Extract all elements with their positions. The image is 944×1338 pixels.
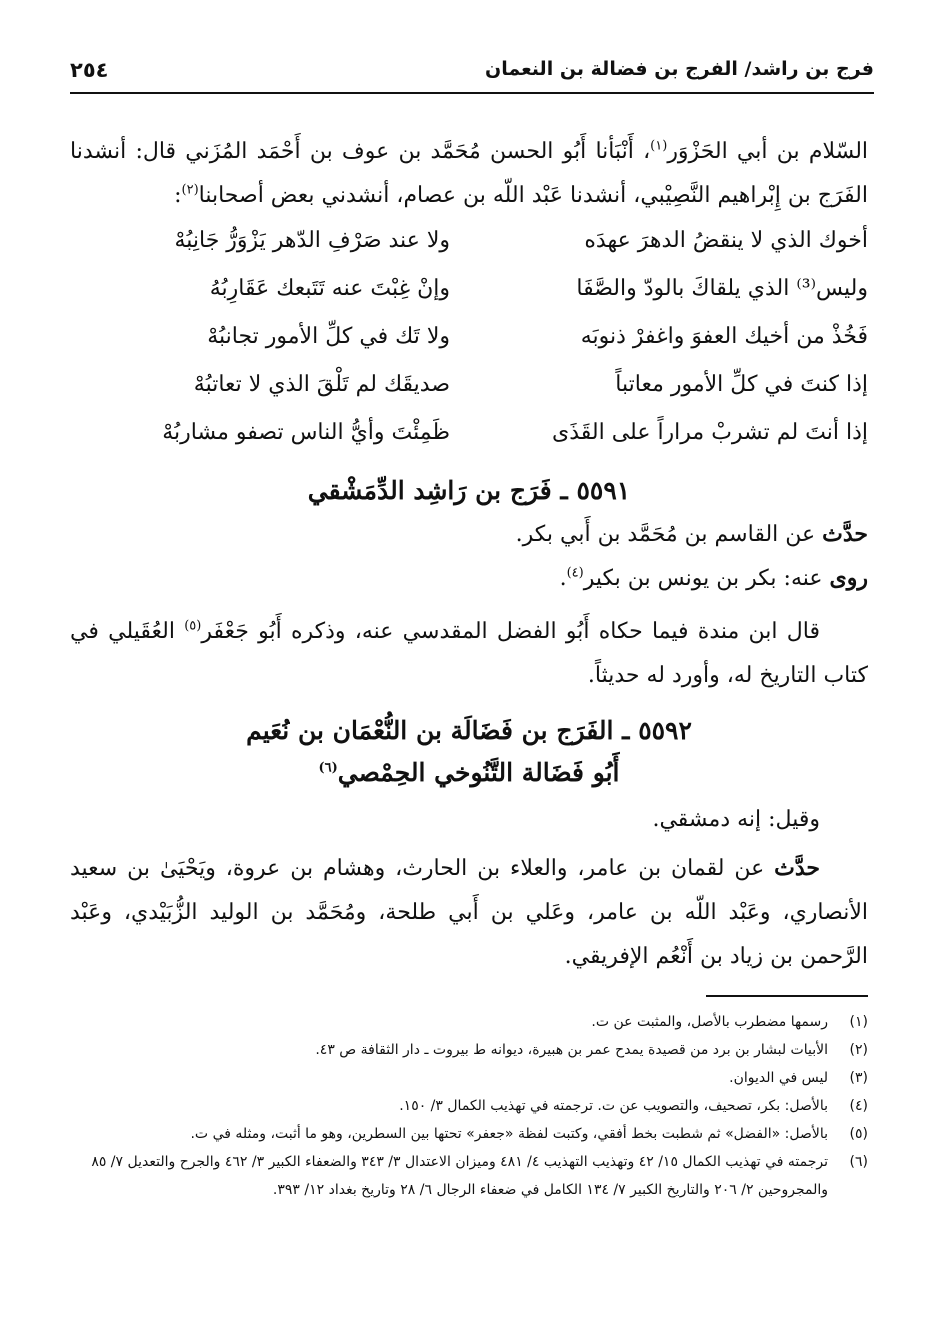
- footnote-text: رسمها مضطرب بالأصل، والمثبت عن ت.: [591, 1014, 828, 1030]
- footnote-rule: [706, 995, 868, 997]
- entry-5592-title-line2: [70, 752, 868, 794]
- entry-5592-title: [70, 710, 868, 794]
- verse-first-hemistich: أخوك الذي لا ينقضُ الدهرَ عهدَه: [584, 228, 868, 253]
- footnote: [70, 1148, 868, 1204]
- footnotes: [70, 1008, 868, 1204]
- footnote-number: (٦): [849, 1154, 868, 1170]
- footnote-ref-4[interactable]: (٤): [566, 565, 584, 581]
- hadath-label: حدَّث: [822, 521, 868, 547]
- entry-5591-note: [70, 610, 868, 698]
- footnote: [70, 1092, 868, 1120]
- rawa-end: .: [559, 566, 567, 591]
- intro-text: السّلام بن أبي الحَزْوَر: [667, 139, 869, 164]
- intro-paragraph: [70, 130, 868, 218]
- verse-second-hemistich: ظَمِئْتَ وأيُّ الناس تصفو مشاربُهْ: [162, 420, 450, 445]
- footnote-text: بالأصل: بكر، تصحيف، والتصويب عن ت. ترجمته في تهذيب الكمال ٣/ ١٥٠.: [399, 1098, 828, 1114]
- running-title: فرج بن راشد/ الفرج بن فضالة بن النعمان: [484, 58, 874, 80]
- rawa-label: روى: [829, 565, 868, 591]
- entry-5592-qil: وقيل: إنه دمشقي.: [652, 807, 820, 832]
- hadath-text: عن القاسم بن مُحَمَّد بن أَبي بكر.: [515, 522, 816, 547]
- header-rule: [70, 92, 874, 94]
- hadath-text: عن لقمان بن عامر، والعلاء بن الحارث، وهشام بن عروة، ويَحْيَىٰ بن سعيد الأنصاري، وعَبْد اللّه بن عامر، وعَلي بن أَبي طلحة، ومُحَمَّد بن الوليد الزُّبَيْدي، وعَبْد الرَّحمن بن زياد بن أَنْعُم الإفريقي.: [70, 856, 868, 969]
- entry-5591-hadath: [70, 512, 868, 557]
- entry-5592-hadath: [70, 846, 868, 979]
- hadath-label: حدَّث: [774, 855, 820, 881]
- footnote-number: (٥): [849, 1126, 868, 1142]
- intro-text-3: :: [174, 183, 182, 208]
- footnote-text: ترجمته في تهذيب الكمال ١٥/ ٤٢ وتهذيب التهذيب ٤/ ٤٨١ وميزان الاعتدال ٣/ ٣٤٣ والضعفاء الكبير ٣/ ٤٦٢ والجرح والتعديل ٧/ ٨٥ والمجروحين ٢/ ٢٠٦ والتاريخ الكبير ٧/ ١٣٤ الكامل في ضعفاء الرجال ٦/ ٢٨ وتاريخ بغداد ١٢/ ٣٩٣.: [91, 1154, 828, 1198]
- verse: [110, 276, 868, 324]
- footnote-ref-5[interactable]: (٥): [184, 618, 202, 634]
- verse-second-hemistich: ولا عند صَرْفِ الدّهر يَزْوَرُّ جَانِبُهْ: [174, 228, 450, 253]
- footnote-number: (٤): [849, 1098, 868, 1114]
- footnote-text: بالأصل: «الفضل» ثم شطبت بخط أفقي، وكتبت لفظة «جعفر» تحتها بين السطرين، وهو ما أثبت، ومثله في ت.: [190, 1126, 828, 1142]
- footnote: [70, 1008, 868, 1036]
- verse-second-hemistich: ولا تَك في كلِّ الأمور تجانبُهْ: [207, 324, 450, 349]
- verse: [110, 420, 868, 468]
- entry-5591-rawa: [70, 556, 868, 601]
- page-number: ٢٥٤: [70, 58, 109, 82]
- verse: [110, 228, 868, 276]
- verse-first-hemistich: إذا أنتَ لم تشربْ مراراً على القَذَى: [552, 420, 868, 445]
- footnote: [70, 1064, 868, 1092]
- footnote-text: ليس في الديوان.: [729, 1070, 828, 1086]
- poem: [110, 228, 868, 468]
- verse-first-hemistich: فَخُذْ من أخيك العفوَ واغفرْ ذنوبَه: [580, 324, 868, 349]
- verse-first-hemistich: إذا كنتَ في كلِّ الأمور معاتباً: [615, 372, 868, 397]
- note-text: قال ابن مندة فيما حكاه أَبُو الفضل المقدسي عنه، وذكره أَبُو جَعْفَر: [201, 619, 820, 644]
- rawa-text: عنه: بكر بن يونس بن بكير: [583, 566, 823, 591]
- footnote-ref-1[interactable]: (١): [650, 138, 668, 154]
- footnote: [70, 1036, 868, 1064]
- footnote-number: (١): [849, 1014, 868, 1030]
- footnote-number: (٣): [849, 1070, 868, 1086]
- entry-5591-title: ٥٥٩١ ـ فَرَج بن رَاشِد الدِّمَشْقي: [307, 476, 631, 505]
- verse-second-hemistich: وإنْ غِبْتَ عنه تَتَبعك عَقَارِبُهُ: [209, 276, 450, 301]
- entry-5592-title-line1: ٥٥٩٢ ـ الفَرَج بن فَضَالَة بن النُّعْمَان بن نُعَيم: [246, 716, 692, 745]
- entry-5592-kunya: أَبُو فَضَالة التَّنُوخي الحِمْصي: [337, 758, 620, 787]
- verse: [110, 372, 868, 420]
- footnote-ref-6[interactable]: (٦): [318, 760, 338, 776]
- footnote-text: الأبيات لبشار بن برد من قصيدة يمدح عمر بن هبيرة، ديوانه ط بيروت ـ دار الثقافة ص ٤٣.: [315, 1042, 828, 1058]
- intro-text-2: ، أَنْبَأنا أَبُو الحسن مُحَمَّد بن عوف بن أَحْمَد المُزَني قال: أنشدنا الفَرَج بن إِبْراهيم النَّصِيْبي، أنشدنا عَبْد اللّه بن عصام، أنشدني بعض أصحابنا: [70, 139, 868, 208]
- footnote-number: (٢): [849, 1042, 868, 1058]
- page-header: [70, 58, 874, 98]
- footnote: [70, 1120, 868, 1148]
- note-text-2: العُقَيلي في كتاب التاريخ له، وأورد له حديثاً.: [70, 619, 868, 688]
- verse-second-hemistich: صديقَك لم تَلْقَ الذي لا تعاتبُهْ: [193, 372, 450, 397]
- verse: [110, 324, 868, 372]
- verse-first-hemistich: وليس⁽³⁾ الذي يلقاكَ بالودّ والصَّفَا: [576, 276, 868, 301]
- footnote-ref-2[interactable]: (٢): [181, 182, 199, 198]
